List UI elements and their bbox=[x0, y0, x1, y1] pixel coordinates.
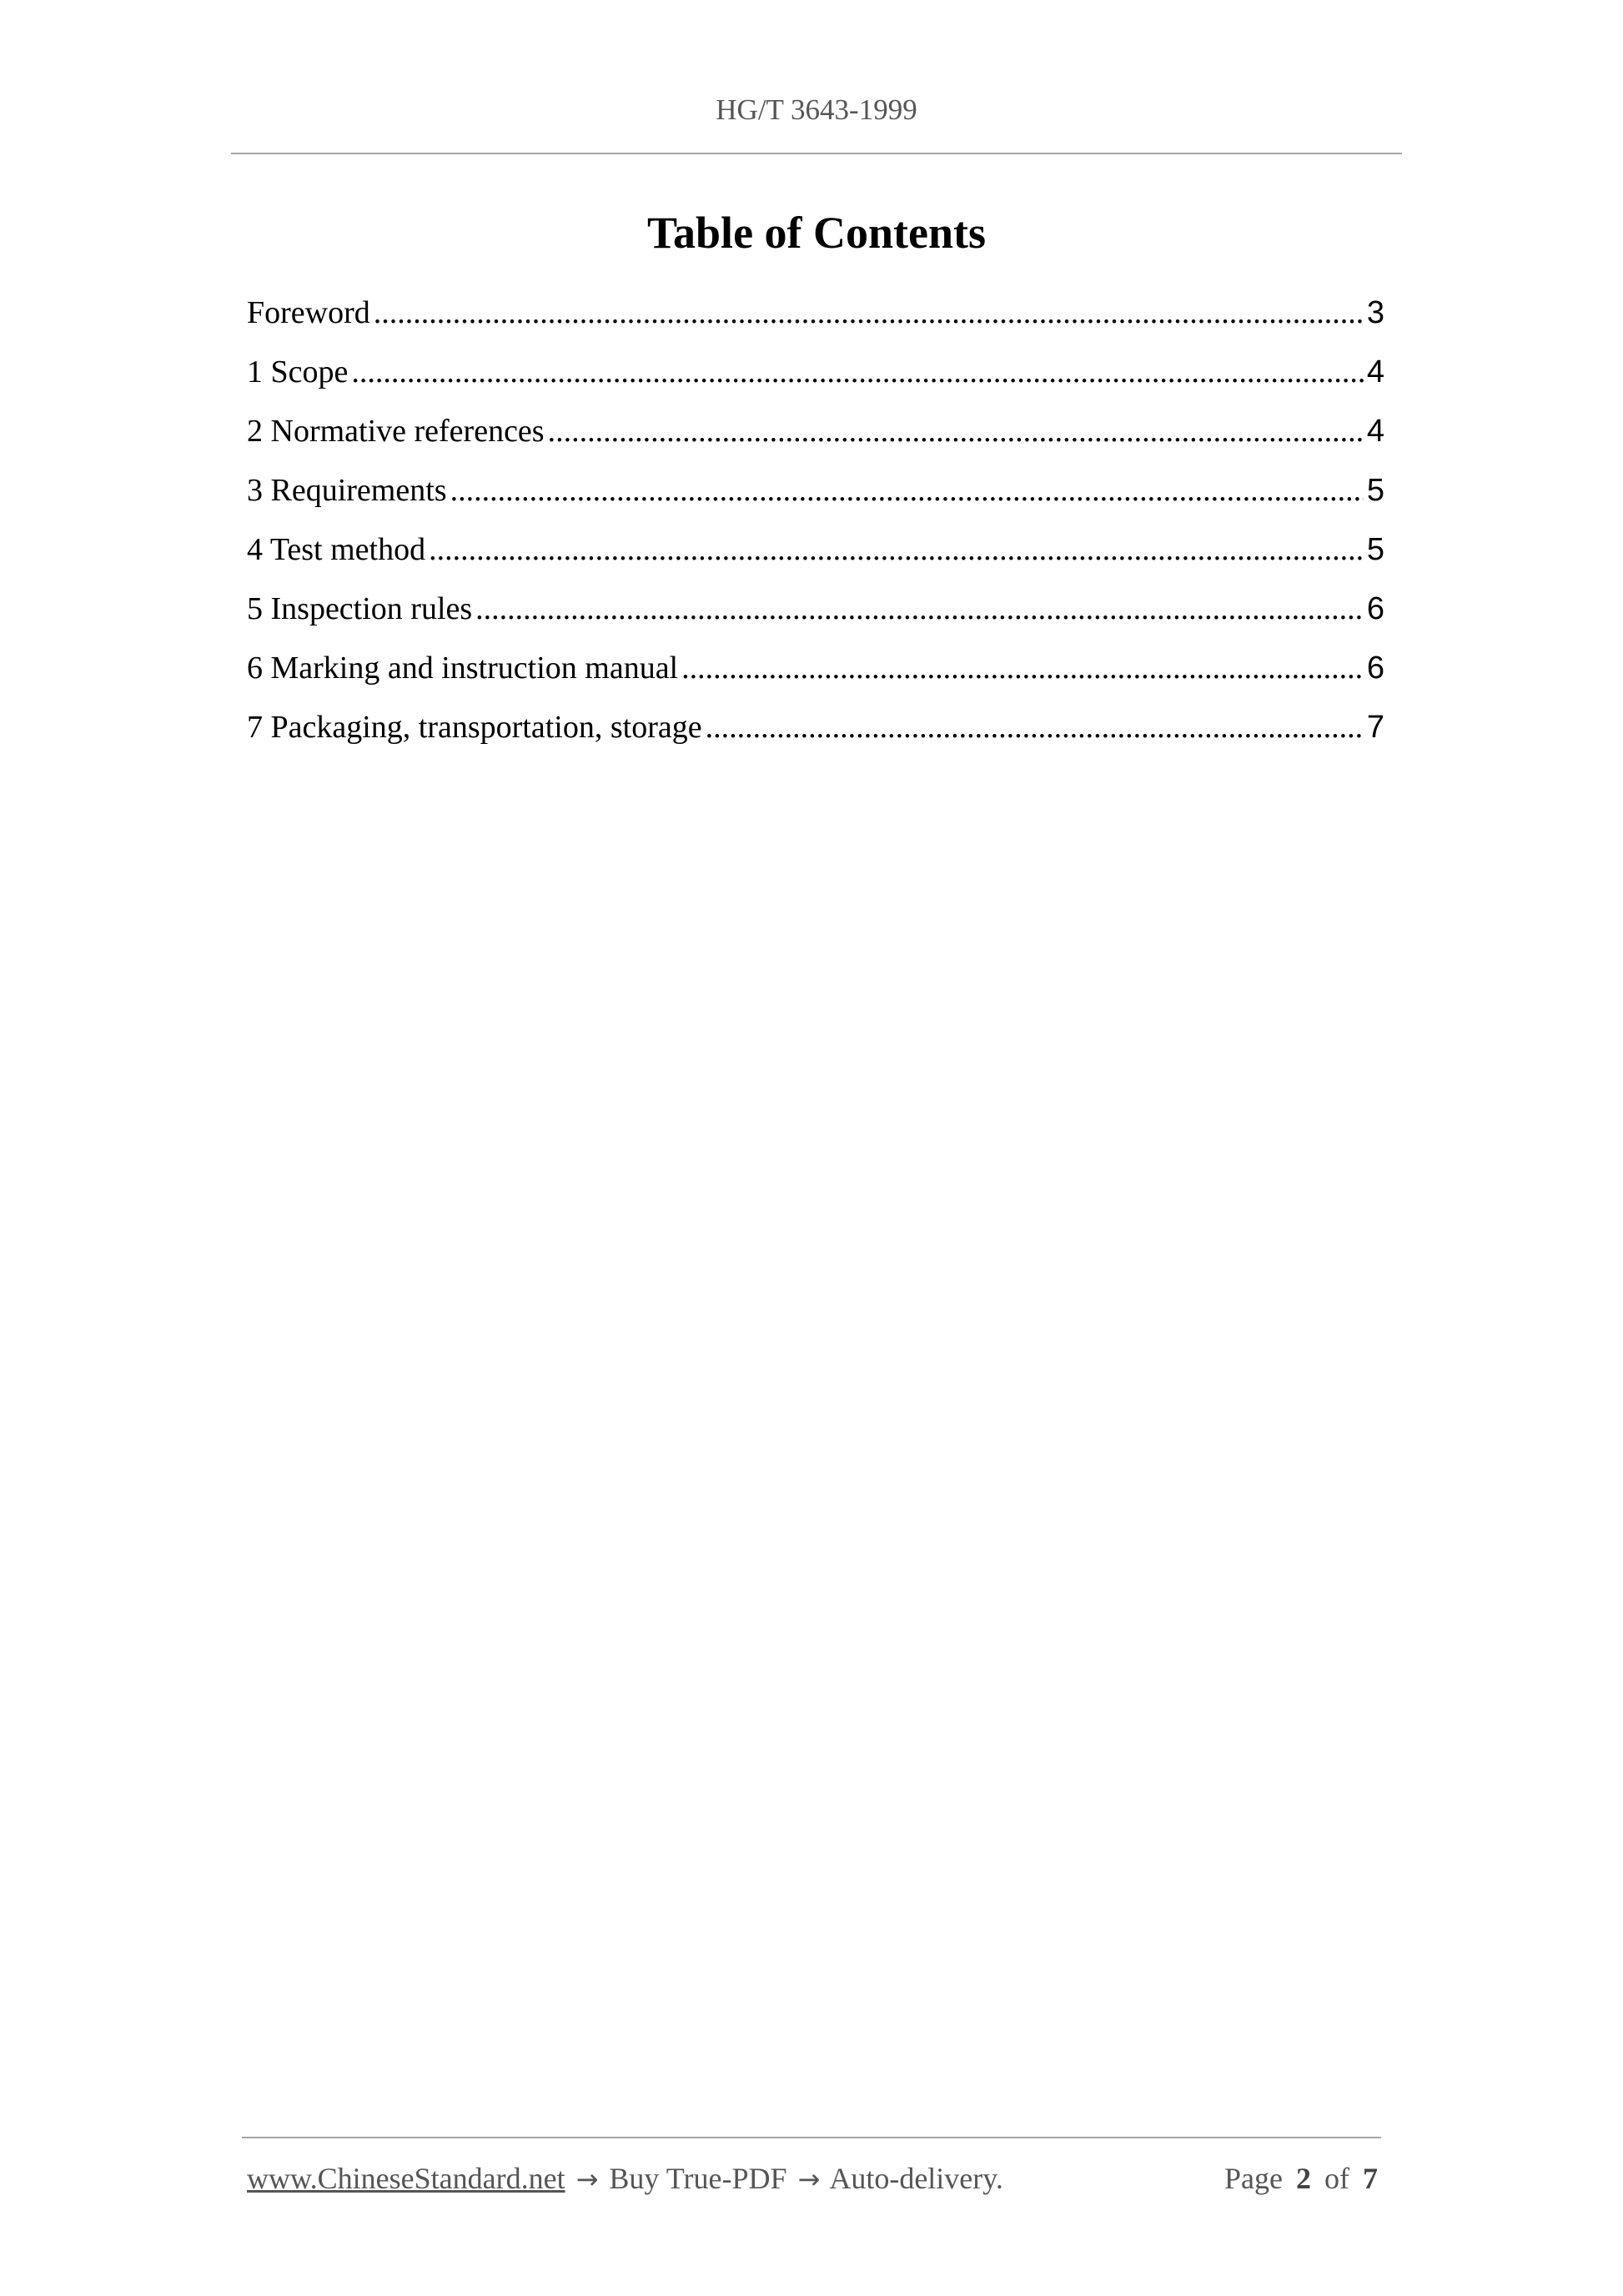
toc-entry-label: 3 Requirements bbox=[247, 473, 447, 508]
website-link[interactable]: www.ChineseStandard.net bbox=[247, 2162, 565, 2195]
toc-entry-test-method[interactable] bbox=[247, 525, 1384, 584]
dot-leader bbox=[374, 288, 1364, 338]
delivery-text: Auto-delivery. bbox=[829, 2162, 1003, 2195]
footer-divider bbox=[242, 2137, 1381, 2138]
buy-text: Buy True-PDF bbox=[609, 2162, 787, 2195]
arrow-right-icon: → bbox=[575, 2163, 599, 2195]
page-current: 2 bbox=[1296, 2162, 1311, 2195]
toc-entry-page: 5 bbox=[1366, 532, 1384, 567]
toc-list bbox=[247, 288, 1384, 761]
toc-entry-page: 6 bbox=[1366, 591, 1384, 626]
toc-entry-page: 5 bbox=[1366, 473, 1384, 508]
dot-leader bbox=[475, 584, 1364, 634]
toc-entry-scope[interactable] bbox=[247, 347, 1384, 406]
dot-leader bbox=[351, 347, 1363, 397]
toc-entry-requirements[interactable] bbox=[247, 465, 1384, 525]
page-number bbox=[1224, 2158, 1378, 2198]
toc-entry-marking[interactable] bbox=[247, 643, 1384, 702]
toc-entry-page: 4 bbox=[1366, 414, 1384, 449]
dot-leader bbox=[681, 643, 1364, 693]
of-word: of bbox=[1324, 2162, 1349, 2195]
arrow-right-icon: → bbox=[797, 2163, 821, 2195]
header-divider bbox=[231, 153, 1402, 154]
page-total: 7 bbox=[1363, 2162, 1378, 2195]
dot-leader bbox=[548, 406, 1364, 456]
running-header: HG/T 3643-1999 bbox=[716, 93, 917, 126]
toc-entry-label: 6 Marking and instruction manual bbox=[247, 651, 679, 686]
footer-promo bbox=[247, 2158, 1003, 2199]
dot-leader bbox=[706, 702, 1364, 752]
toc-entry-foreword[interactable] bbox=[247, 288, 1384, 347]
toc-entry-label: Foreword bbox=[247, 295, 370, 330]
toc-entry-label: 7 Packaging, transportation, storage bbox=[247, 710, 702, 745]
toc-entry-page: 3 bbox=[1366, 295, 1384, 330]
dot-leader bbox=[450, 465, 1364, 515]
page-footer bbox=[247, 2158, 1378, 2198]
toc-entry-label: 1 Scope bbox=[247, 354, 349, 389]
toc-entry-label: 2 Normative references bbox=[247, 414, 545, 449]
toc-entry-page: 7 bbox=[1366, 710, 1384, 745]
dot-leader bbox=[429, 525, 1364, 575]
toc-entry-normative-references[interactable] bbox=[247, 406, 1384, 465]
page-word: Page bbox=[1224, 2162, 1283, 2195]
toc-entry-label: 4 Test method bbox=[247, 532, 426, 567]
toc-entry-page: 6 bbox=[1366, 651, 1384, 686]
toc-title: Table of Contents bbox=[646, 208, 987, 258]
toc-entry-label: 5 Inspection rules bbox=[247, 591, 473, 626]
toc-entry-packaging[interactable] bbox=[247, 702, 1384, 761]
toc-entry-inspection-rules[interactable] bbox=[247, 584, 1384, 643]
toc-entry-page: 4 bbox=[1366, 354, 1384, 389]
